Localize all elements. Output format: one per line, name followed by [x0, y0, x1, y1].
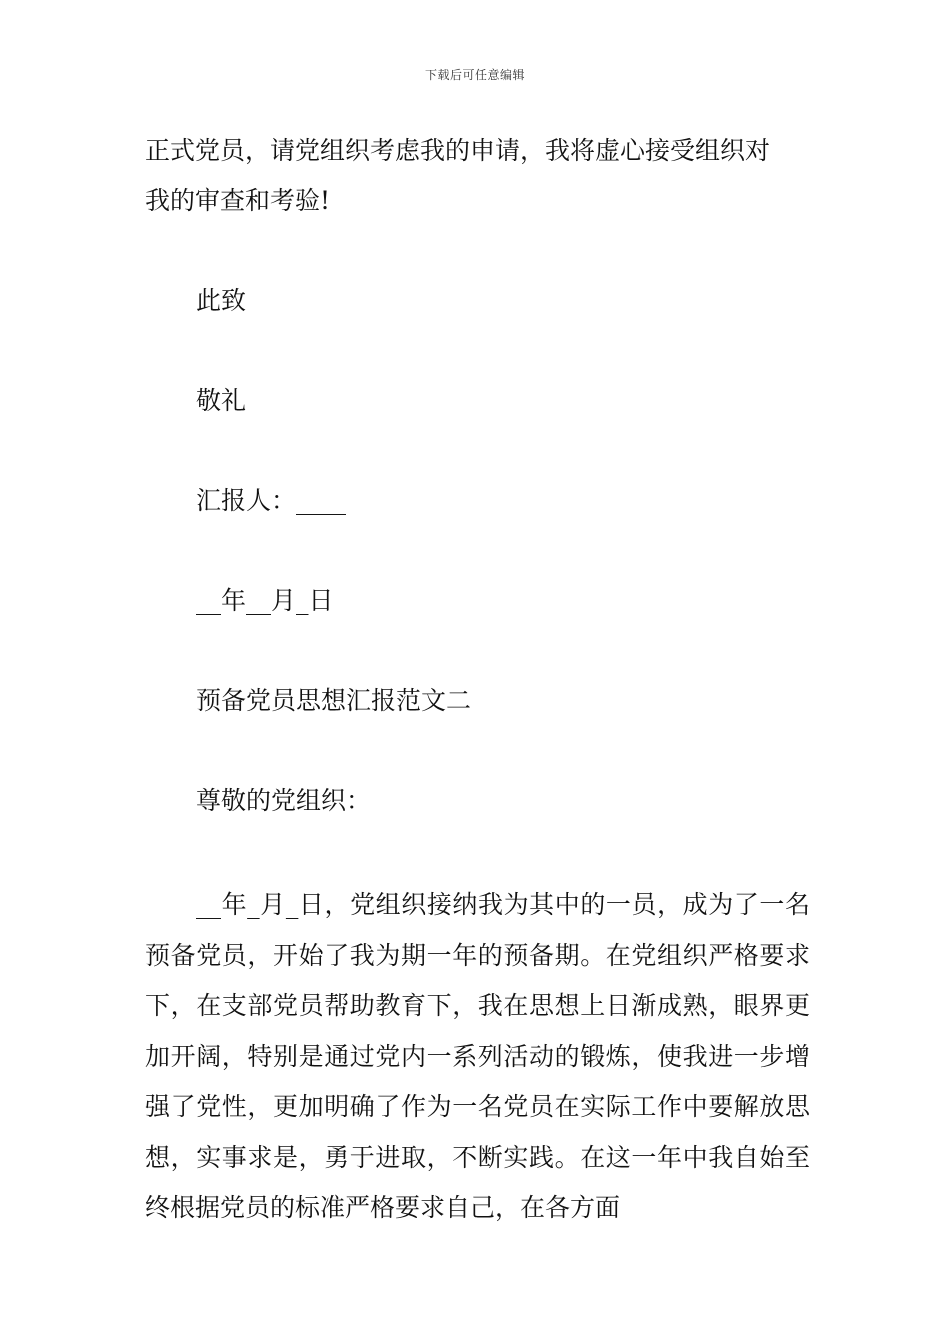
salutation-jing-li: 敬礼	[196, 386, 247, 415]
greeting-line: 尊敬的党组织：	[196, 786, 372, 815]
text-line-1: 正式党员，请党组织考虑我的申请，我将虚心接受组织对	[145, 136, 771, 165]
salutation-ci-zhi: 此致	[196, 286, 247, 315]
body-paragraph: __年_月_日，党组织接纳我为其中的一员，成为了一名预备党员，开始了我为期一年的预备期。在党组织严格要求下，在支部党员帮助教育下，我在思想上日渐成熟，眼界更加开阔，特别是通过党内一系列活动的锻炼，使我进一步增强了党性，更加明确了作为一名党员在实际工作中要解放思想，实事求是，勇于进取，不断实践。在这一年中我自始至终根据党员的标准严格要求自己，在各方面	[145, 890, 810, 1222]
section-title: 预备党员思想汇报范文二	[196, 686, 472, 715]
text-line-2: 我的审查和考验!	[145, 186, 331, 215]
date-line: __年__月_日	[196, 586, 334, 615]
reporter-line: 汇报人：____	[196, 486, 347, 515]
page-header: 下载后可任意编辑	[424, 68, 525, 82]
